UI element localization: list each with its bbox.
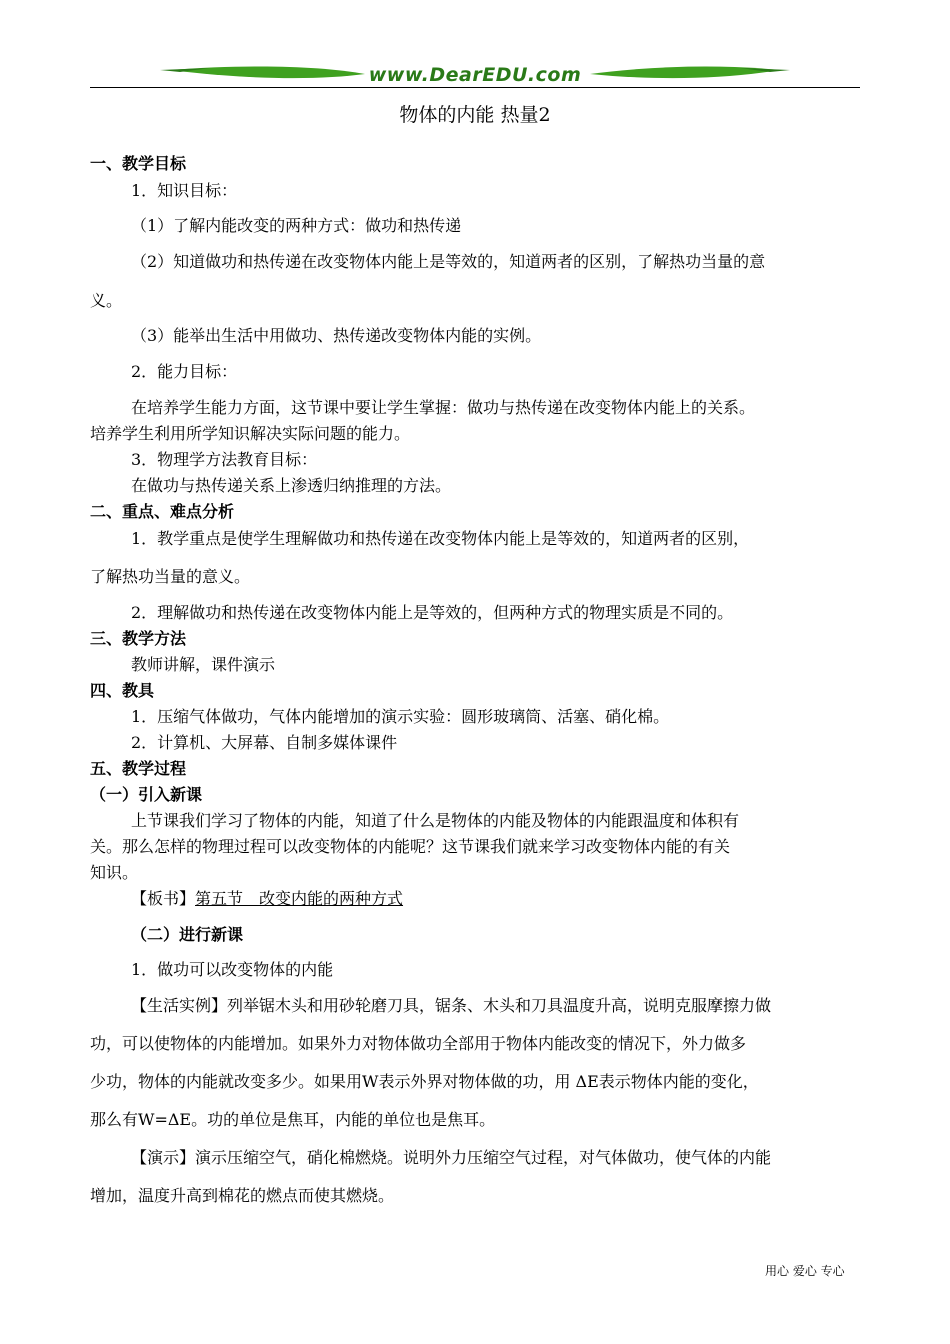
paragraph: （3）能举出生活中用做功、热传递改变物体内能的实例。	[131, 326, 542, 345]
paragraph: 1．压缩气体做功，气体内能增加的演示实验：圆形玻璃筒、活塞、硝化棉。	[131, 707, 670, 726]
document-title: 物体的内能 热量2	[399, 104, 551, 126]
paragraph: 2．能力目标：	[131, 362, 238, 381]
board-note	[131, 889, 403, 909]
section-heading-equipment: 四、教具	[90, 681, 155, 700]
section-heading-key-points: 二、重点、难点分析	[90, 502, 235, 521]
paragraph: 【生活实例】列举锯木头和用砂轮磨刀具，锯条、木头和刀具温度升高，说明克服摩擦力做	[131, 996, 772, 1015]
section-heading-methods: 三、教学方法	[90, 629, 187, 648]
page-header	[90, 62, 860, 92]
site-logo-text: www.DearEDU.com	[368, 64, 582, 86]
section-heading-objectives: 一、教学目标	[90, 154, 187, 173]
paragraph: 增加，温度升高到棉花的燃点而使其燃烧。	[90, 1186, 395, 1205]
paragraph: 1．做功可以改变物体的内能	[131, 960, 334, 979]
paragraph: 知识。	[90, 863, 139, 882]
paragraph: （1）了解内能改变的两种方式：做功和热传递	[131, 216, 462, 235]
page-footer: 用心 爱心 专心	[765, 1264, 845, 1278]
paragraph: 少功，物体的内能就改变多少。如果用W表示外界对物体做的功，用 ΔE表示物体内能的变化，	[90, 1072, 759, 1091]
board-text: 第五节 改变内能的两种方式	[195, 889, 404, 908]
paragraph: 培养学生利用所学知识解决实际问题的能力。	[90, 424, 411, 443]
header-rule	[90, 87, 860, 88]
paragraph: （2）知道做功和热传递在改变物体内能上是等效的，知道两者的区别，了解热功当量的意	[131, 252, 766, 271]
paragraph: 那么有W=ΔE。功的单位是焦耳，内能的单位也是焦耳。	[90, 1110, 496, 1129]
paragraph: 2．计算机、大屏幕、自制多媒体课件	[131, 733, 398, 752]
paragraph: 1．教学重点是使学生理解做功和热传递在改变物体内能上是等效的，知道两者的区别，	[131, 529, 750, 548]
paragraph: 2．理解做功和热传递在改变物体内能上是等效的，但两种方式的物理实质是不同的。	[131, 603, 734, 622]
section-heading-process: 五、教学过程	[90, 759, 187, 778]
paragraph: 功，可以使物体的内能增加。如果外力对物体做功全部用于物体内能改变的情况下，外力做多	[90, 1034, 747, 1053]
paragraph: 在做功与热传递关系上渗透归纳推理的方法。	[131, 476, 452, 495]
paragraph: 3．物理学方法教育目标：	[131, 450, 318, 469]
subsection-heading-intro: （一）引入新课	[90, 785, 203, 804]
paragraph: 教师讲解，课件演示	[131, 655, 276, 674]
board-label: 【板书】	[131, 889, 196, 908]
paragraph: 上节课我们学习了物体的内能，知道了什么是物体的内能及物体的内能跟温度和体积有	[131, 811, 740, 830]
subsection-heading-new-lesson: （二）进行新课	[131, 925, 244, 944]
paragraph: 关。那么怎样的物理过程可以改变物体的内能呢？这节课我们就来学习改变物体内能的有关	[90, 837, 731, 856]
paragraph: 在培养学生能力方面，这节课中要让学生掌握：做功与热传递在改变物体内能上的关系。	[131, 398, 756, 417]
paragraph: 义。	[90, 291, 123, 310]
paragraph: 了解热功当量的意义。	[90, 567, 251, 586]
paragraph: 【演示】演示压缩空气，硝化棉燃烧。说明外力压缩空气过程，对气体做功，使气体的内能	[131, 1148, 772, 1167]
paragraph: 1．知识目标：	[131, 181, 238, 200]
